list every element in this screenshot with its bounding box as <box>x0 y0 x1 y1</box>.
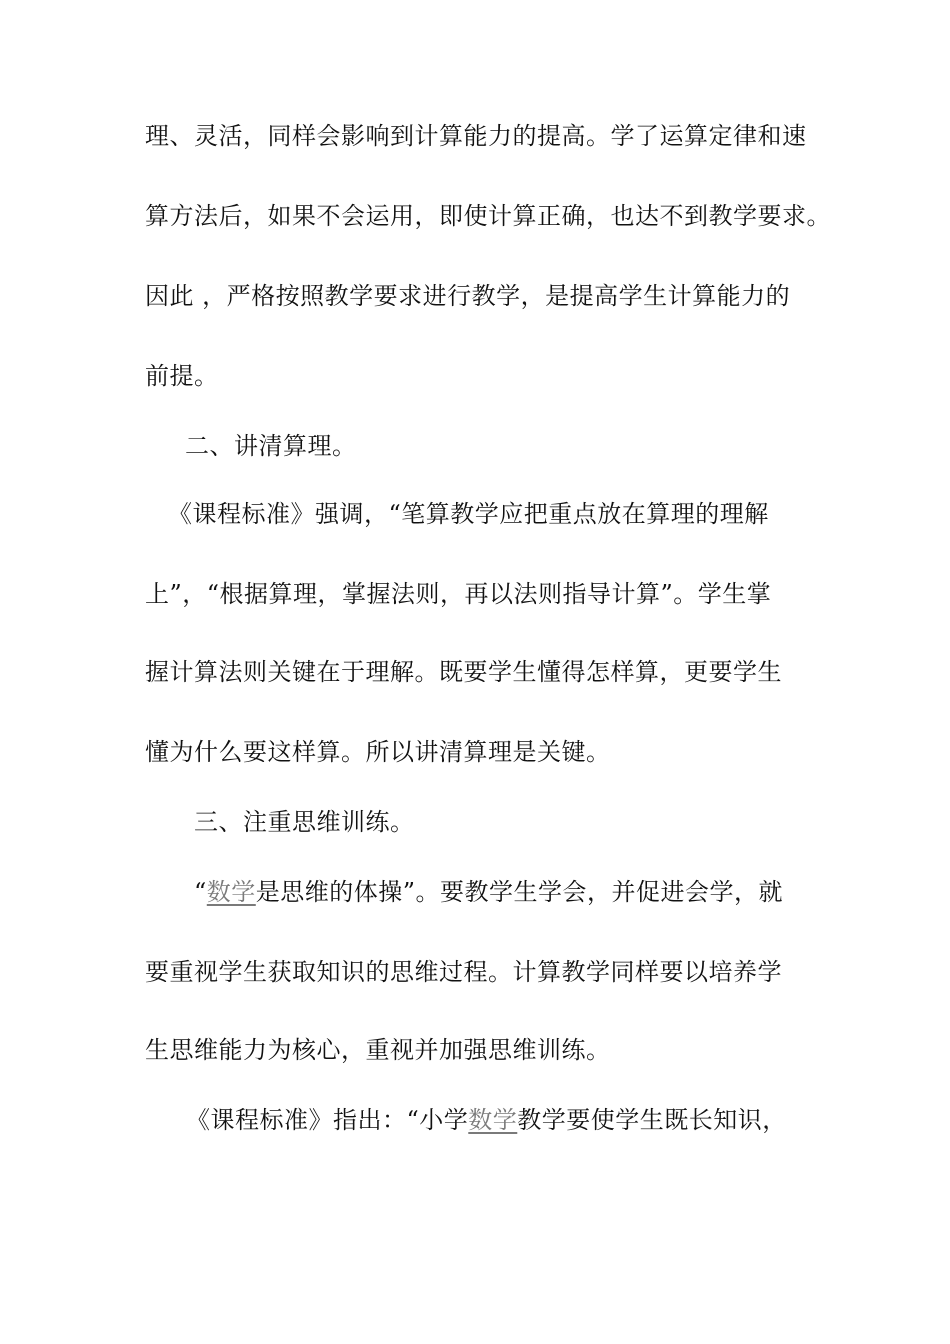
paragraph-line: 懂为什么要这样算。所以讲清算理是关键。 <box>145 738 611 766</box>
section-heading: 二、讲清算理。 <box>185 432 357 460</box>
paragraph-line <box>186 1104 787 1136</box>
paragraph-line: 因此 ，严格按照教学要求进行教学，是提高学生计算能力的 <box>145 282 791 310</box>
line-text: 《课程标准》指出：“小学 <box>186 1106 469 1134</box>
paragraph-line: 生思维能力为核心，重视并加强思维训练。 <box>145 1036 611 1064</box>
line-text: “ <box>194 878 207 906</box>
paragraph-line: 理、灵活，同样会影响到计算能力的提高。学了运算定律和速 <box>145 122 807 150</box>
section-heading: 三、注重思维训练。 <box>194 808 415 836</box>
paragraph-line: 要重视学生获取知识的思维过程。计算教学同样要以培养学 <box>145 958 782 986</box>
line-text: 是思维的体操”。要教学生学会，并促进会学，就 <box>255 878 784 906</box>
math-link[interactable]: 数学 <box>468 1106 518 1134</box>
paragraph-line: 握计算法则关键在于理解。既要学生懂得怎样算，更要学生 <box>145 658 782 686</box>
line-text: 教学要使学生既长知识， <box>517 1106 787 1134</box>
paragraph-line: 前提。 <box>145 362 219 390</box>
paragraph-line: 《课程标准》强调，“笔算教学应把重点放在算理的理解 <box>168 500 769 528</box>
paragraph-line: 上”，“根据算理，掌握法则，再以法则指导计算”。学生掌 <box>145 580 772 608</box>
paragraph-line: 算方法后，如果不会运用，即使计算正确，也达不到教学要求。 <box>145 202 831 230</box>
paragraph-line <box>194 876 783 908</box>
math-link[interactable]: 数学 <box>206 878 256 906</box>
